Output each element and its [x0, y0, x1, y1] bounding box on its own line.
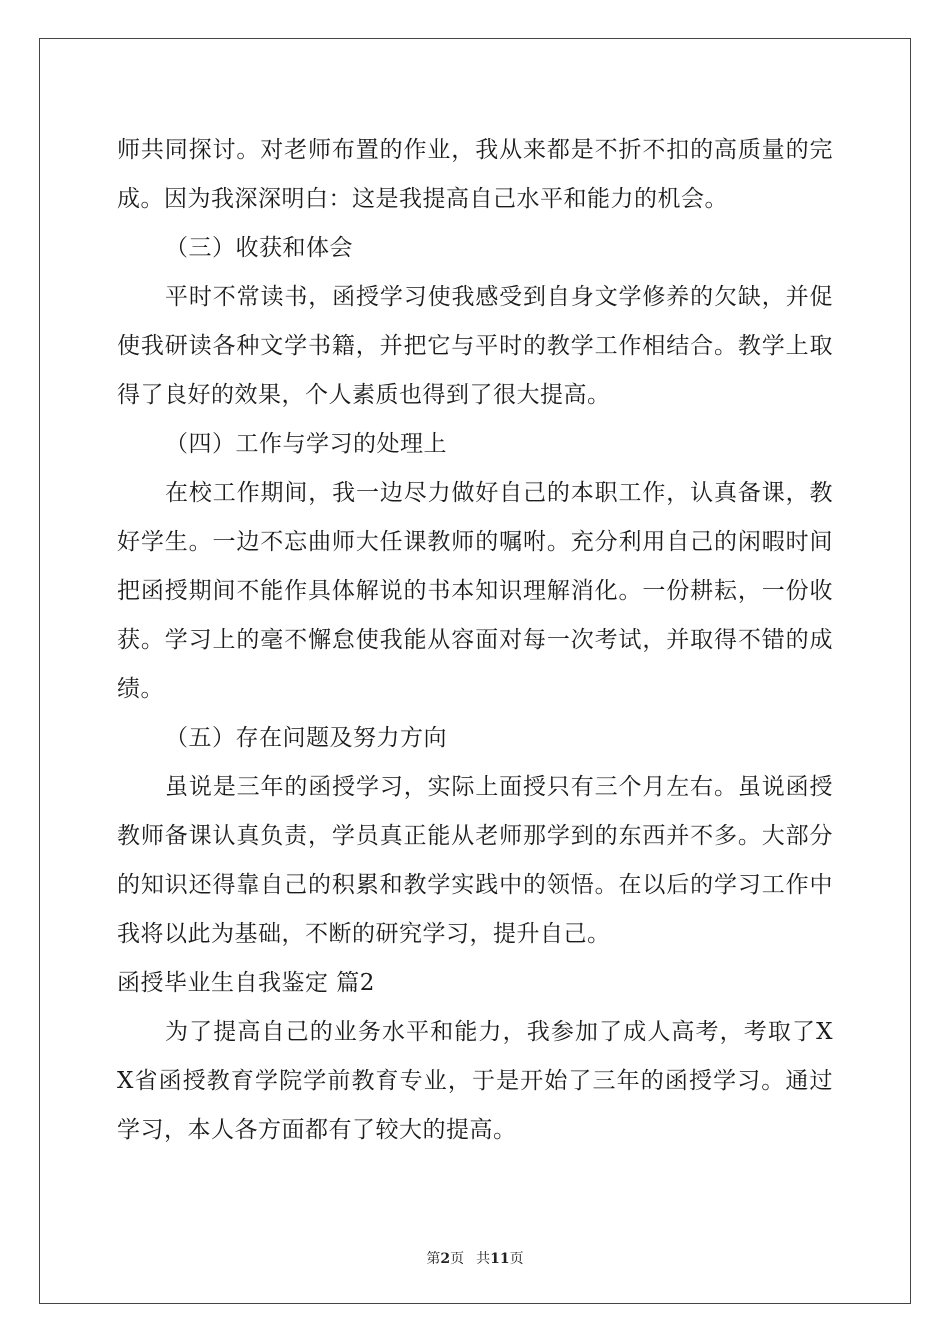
paragraph-body: 平时不常读书，函授学习使我感受到自身文学修养的欠缺，并促使我研读各种文学书籍，并把它与平时的教学工作相结合。教学上取得了良好的效果，个人素质也得到了很大提高。: [117, 284, 833, 408]
paragraph-body: 虽说是三年的函授学习，实际上面授只有三个月左右。虽说函授教师备课认真负责，学员真正能从老师那学到的东西并不多。大部分的知识还得靠自己的积累和教学实践中的领悟。在以后的学习工作中我将以此为基础，不断的研究学习，提升自己。: [117, 774, 833, 947]
page-footer: [0, 1248, 950, 1268]
article-title: 函授毕业生自我鉴定 篇2: [117, 970, 375, 996]
section-heading-4: （四）工作与学习的处理上: [165, 431, 447, 457]
page-total: 11: [490, 1251, 510, 1267]
page-prefix: 第: [426, 1251, 441, 1267]
section-heading-3: （三）收获和体会: [165, 235, 353, 261]
paragraph-body: 为了提高自己的业务水平和能力，我参加了成人高考，考取了XX省函授教育学院学前教育专业，于是开始了三年的函授学习。通过学习，本人各方面都有了较大的提高。: [117, 1019, 833, 1143]
total-unit: 页: [509, 1251, 524, 1267]
section-heading-5: （五）存在问题及努力方向: [165, 725, 447, 751]
paragraph-continuation: 师共同探讨。对老师布置的作业，我从来都是不折不扣的高质量的完成。因为我深深明白：这是我提高自己水平和能力的机会。: [117, 137, 833, 212]
page-current: 2: [440, 1251, 451, 1267]
document-body: [117, 126, 833, 1155]
page-unit: 页: [450, 1251, 465, 1267]
paragraph-body: 在校工作期间，我一边尽力做好自己的本职工作，认真备课，教好学生。一边不忘曲师大任课教师的嘱咐。充分利用自己的闲暇时间把函授期间不能作具体解说的书本知识理解消化。一份耕耘，一份收获。学习上的毫不懈怠使我能从容面对每一次考试，并取得不错的成绩。: [117, 480, 833, 702]
total-prefix: 共: [476, 1251, 491, 1267]
